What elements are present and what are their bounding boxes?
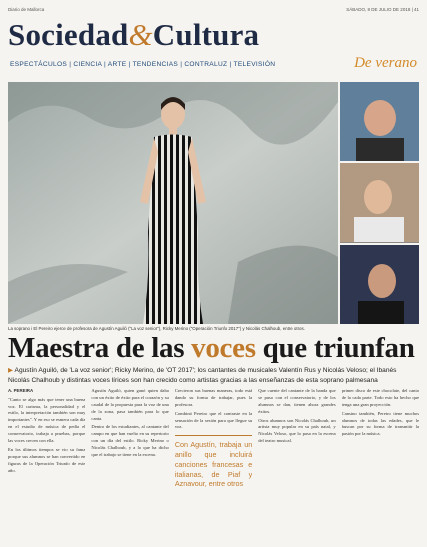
subhead: ▶ Agustín Aguiló, de 'La voz senior'; Ricky Merino, de 'OT 2017'; los cantantes de musicales Valentín Rus y Nicolás Veloso; el Ibanés Nicolás Chalhoub y distintas voces lírices son han crecido como artistas gracias a las enseñanzas de esta soprano palmesana xyxy=(8,367,397,384)
photo-caption: La soprano i El Pereiro ejerce de profesora de Agustín Aguiló ("La voz senior"), Ricky Merino ("Operación Triunfo 2017") y Nicolás Chalhoub, entre otros. xyxy=(8,326,305,331)
side-photos xyxy=(340,82,419,324)
section-title: Sociedad&Cultura xyxy=(8,17,260,52)
column-5: primer disco de este chocolate, del canto de la cada parte. Todo esto ha hecho que tenga una gran proyección. Cansino también, Pereiro tiene muchos alumnos de todas las edades, que le buscan por su forma de transmitir la pasión por la música. xyxy=(341,388,420,437)
summer-badge: De verano xyxy=(354,55,417,71)
headline: Maestra de las voces que triunfan xyxy=(8,332,415,364)
article-body xyxy=(8,388,419,542)
column-1: A. PEREIRA "Canto se algo más que tener una buena voz. El carisma, la personalidad y el estilo, la interpretación también son muy importantes". Y en eso se esmera cada día en el estudio de música de pedía el conservatorio, trabaja a pruebas, porque las voces crecen con ella. En los últimos tiempos se vio su fama porque sus alumnos se han convertido en figuras de la Operación Triunfo de este año. xyxy=(8,388,86,473)
pull-quote: Con Agustín, trabaja un anillo que incluirá canciones francesas e italianas, de Piaf y Aznavour, entre otros xyxy=(175,435,252,489)
column-4: Que cuente del cantante de la banda que se puso con el conservatorio, y de los alumnos se dan, tienen ahora grandes éxitos. Otros alumnos son Nicolás Chalhoub, un artista muy popular en su país natal, y Nicolás Veloso, que lo pasa en la escena del teatro musical. xyxy=(258,388,336,444)
masthead xyxy=(8,13,419,75)
column-3: Crecieron sus buenas maneras, todo está dando su forma de trabajar, pues la profesora. Combinó Pereiro que el contraste en la sensación de la sesión para que llegue su voz. Con Agustín, trabaja un anillo que incluirá canciones francesas e italianas, de Piaf y Aznavour, entre otros xyxy=(174,388,253,489)
column-2: Agustín Aguiló, quien ganó quien daba con un éxito de éxito para el corazón y su caudal de la propuesta para la voz de una de la zona, pasa también para lo que canta. Dentro de los estudiantes, al cantante del campo en que han vuelto en su repertorio con un día del estilo. Ricky Merino o Nicolás Chalhoub, y a lo que ha dicho que el trabajo se tiene en la escena. xyxy=(91,388,169,458)
section-subtitles: ESPECTÁCULOS | CIENCIA | ARTE | TENDENCIAS | CONTRALUZ | TELEVISIÓN xyxy=(10,61,276,68)
side-photo-2 xyxy=(340,163,419,242)
main-photo xyxy=(8,82,338,324)
byline: A. PEREIRA xyxy=(8,388,34,393)
page-date: SÁBADO, 8 DE JULIO DE 2018 | 41 xyxy=(346,6,419,12)
publication-name: Diario de Mallorca xyxy=(8,6,45,12)
main-photo-graphic xyxy=(8,82,338,324)
arrow-icon: ▶ xyxy=(8,367,15,374)
side-photo-3 xyxy=(340,245,419,324)
side-photo-1 xyxy=(340,82,419,161)
